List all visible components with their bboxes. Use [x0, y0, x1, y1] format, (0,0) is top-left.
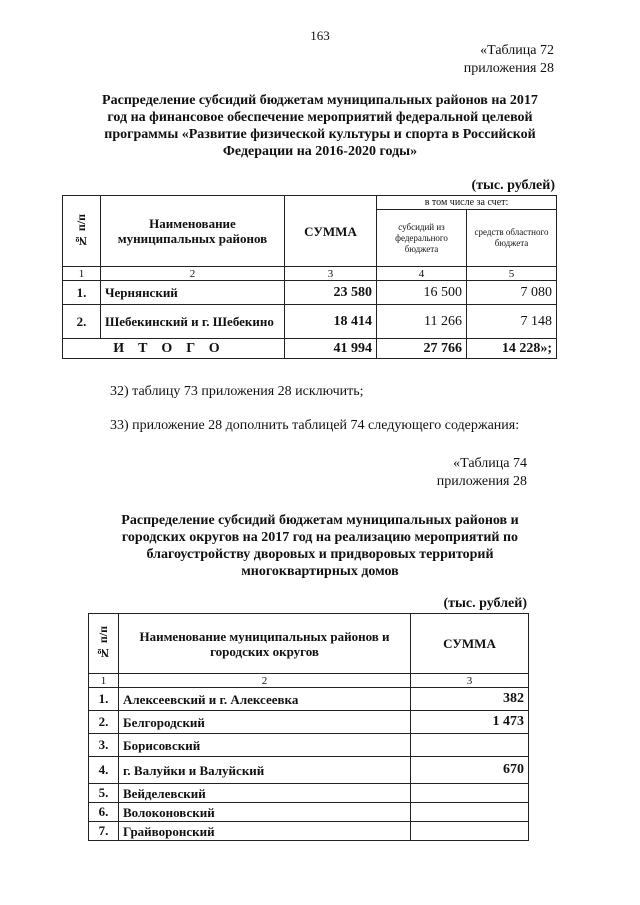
table74-title-line3: благоустройству дворовых и придворовых территорий [146, 547, 494, 562]
table72-total-regional: 14 228»; [467, 339, 557, 359]
table72-title-line1: Распределение субсидий бюджетам муниципальных районов на 2017 [102, 93, 538, 108]
t72-header-sum: СУММА [285, 196, 377, 267]
table-row: 2. Шебекинский и г. Шебекино 18 414 11 266 7 148 [63, 305, 557, 339]
table74-reference [330, 455, 527, 491]
t72-header-regional: средств областного бюджета [467, 210, 557, 267]
table72-reference [340, 42, 554, 78]
table-row: 3. Борисовский [89, 734, 529, 757]
table74-title-line4: многоквартирных домов [241, 564, 399, 579]
table72-ref-line1: «Таблица 72 [480, 43, 554, 58]
table74-title [60, 512, 580, 580]
table-row: 7. Грайворонский [89, 822, 529, 841]
table72 [62, 195, 557, 359]
table72-total-label: ИТОГО [63, 339, 285, 359]
paragraph-32: 32) таблицу 73 приложения 28 исключить; [110, 384, 364, 399]
t74-index-1: 1 [89, 674, 119, 688]
paragraph-33: 33) приложение 28 дополнить таблицей 74 следующего содержания: [110, 418, 520, 433]
t72-header-num: № п/п [63, 196, 101, 267]
table72-title-line2: год на финансовое обеспечение мероприятий федеральной целевой [107, 110, 533, 125]
t72-index-5: 5 [467, 267, 557, 281]
t72-header-federal: субсидий из федерального бюджета [377, 210, 467, 267]
t72-index-3: 3 [285, 267, 377, 281]
table74-title-line2: городских округов на 2017 год на реализацию мероприятий по [121, 530, 519, 545]
table72-title [60, 92, 580, 160]
t72-header-name: Наименование муниципальных районов [101, 196, 285, 267]
table-row: 5. Вейделевский [89, 784, 529, 803]
table72-total-federal: 27 766 [377, 339, 467, 359]
t74-header-sum: СУММА [411, 614, 529, 674]
table74-ref-line2: приложения 28 [436, 474, 527, 489]
table74-title-line1: Распределение субсидий бюджетам муниципальных районов и [121, 513, 519, 528]
t72-index-4: 4 [377, 267, 467, 281]
table74-units: (тыс. рублей) [443, 596, 527, 611]
table-row: 1. Алексеевский и г. Алексеевка 382 [89, 688, 529, 711]
table72-total-row [63, 339, 557, 359]
t72-header-group: в том числе за счет: [377, 196, 557, 210]
table72-title-line3: программы «Развитие физической культуры и спорта в Российской [104, 127, 536, 142]
table72-total-sum: 41 994 [285, 339, 377, 359]
t72-index-1: 1 [63, 267, 101, 281]
t72-index-2: 2 [101, 267, 285, 281]
page-number: 163 [310, 28, 330, 43]
t74-index-2: 2 [119, 674, 411, 688]
t74-header-num: № п/п [89, 614, 119, 674]
table-row: 1. Чернянский 23 580 16 500 7 080 [63, 281, 557, 305]
table72-units: (тыс. рублей) [471, 178, 555, 193]
table74-ref-line1: «Таблица 74 [453, 456, 527, 471]
table-row: 2. Белгородский 1 473 [89, 711, 529, 734]
t74-index-3: 3 [411, 674, 529, 688]
table72-title-line4: Федерации на 2016-2020 годы» [222, 144, 418, 159]
table-row: 6. Волоконовский [89, 803, 529, 822]
table-row: 4. г. Валуйки и Валуйский 670 [89, 757, 529, 784]
table72-ref-line2: приложения 28 [463, 61, 554, 76]
t74-header-name: Наименование муниципальных районов и городских округов [119, 614, 411, 674]
table74 [88, 613, 529, 841]
